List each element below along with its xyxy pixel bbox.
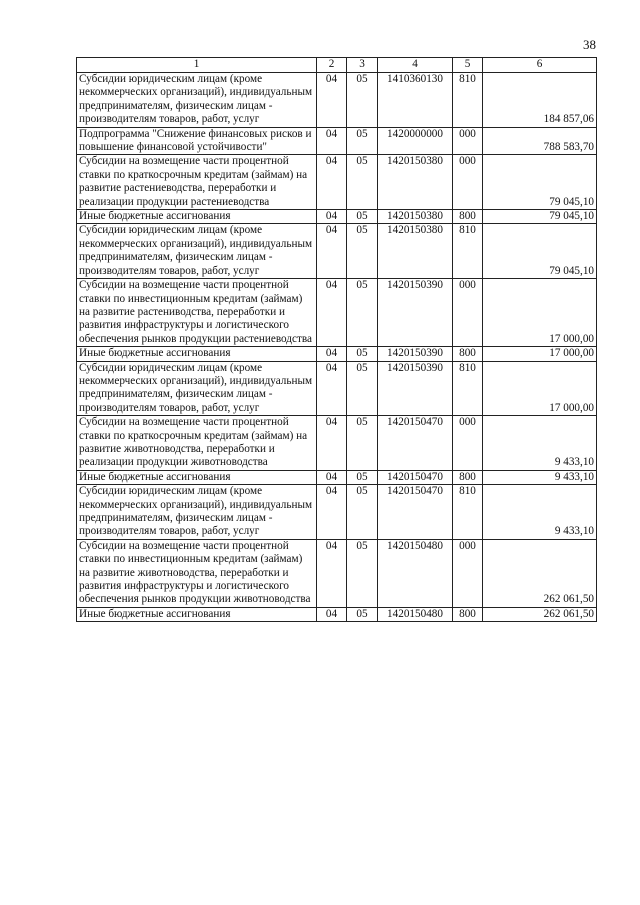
row-target-code: 1420000000 [378,127,453,155]
row-section: 04 [317,539,347,607]
row-expense-type: 000 [453,127,483,155]
row-amount: 79 045,10 [483,224,597,279]
row-expense-type: 810 [453,485,483,540]
row-amount: 788 583,70 [483,127,597,155]
row-subsection: 05 [347,347,378,361]
row-amount: 262 061,50 [483,607,597,621]
header-col-4: 4 [378,58,453,73]
row-target-code: 1420150470 [378,485,453,540]
row-section: 04 [317,607,347,621]
row-section: 04 [317,470,347,484]
row-section: 04 [317,361,347,416]
table-row [77,155,597,210]
row-subsection: 05 [347,361,378,416]
row-section: 04 [317,485,347,540]
header-col-5: 5 [453,58,483,73]
row-subsection: 05 [347,539,378,607]
budget-table [76,57,597,622]
table-row [77,347,597,361]
row-amount: 17 000,00 [483,279,597,347]
row-target-code: 1420150470 [378,470,453,484]
row-target-code: 1420150380 [378,210,453,224]
header-col-2: 2 [317,58,347,73]
row-target-code: 1420150390 [378,361,453,416]
row-target-code: 1420150480 [378,539,453,607]
table-row [77,607,597,621]
row-section: 04 [317,155,347,210]
row-name: Субсидии юридическим лицам (кроме некоммерческих организаций), индивидуальным предпринимателям, физическим лицам - производителям товаров, работ, услуг [77,224,317,279]
row-expense-type: 810 [453,73,483,128]
table-row [77,224,597,279]
header-row [77,58,597,73]
row-subsection: 05 [347,127,378,155]
row-subsection: 05 [347,485,378,540]
row-target-code: 1420150390 [378,279,453,347]
row-subsection: 05 [347,155,378,210]
row-expense-type: 000 [453,155,483,210]
table-row [77,470,597,484]
row-target-code: 1410360130 [378,73,453,128]
row-amount: 9 433,10 [483,416,597,471]
row-section: 04 [317,73,347,128]
row-name: Иные бюджетные ассигнования [77,470,317,484]
row-name: Субсидии на возмещение части процентной ставки по инвестиционным кредитам (займам) на развитие животноводства, переработки и развития инфраструктуры и логистического обеспечения рынков продукции животноводства [77,539,317,607]
table-row [77,73,597,128]
table-row [77,127,597,155]
row-amount: 184 857,06 [483,73,597,128]
row-expense-type: 810 [453,361,483,416]
row-target-code: 1420150380 [378,224,453,279]
header-col-6: 6 [483,58,597,73]
row-section: 04 [317,416,347,471]
row-amount: 17 000,00 [483,347,597,361]
row-expense-type: 000 [453,279,483,347]
row-subsection: 05 [347,210,378,224]
row-name: Подпрограмма "Снижение финансовых рисков и повышение финансовой устойчивости" [77,127,317,155]
row-name: Субсидии юридическим лицам (кроме некоммерческих организаций), индивидуальным предпринимателям, физическим лицам - производителям товаров, работ, услуг [77,73,317,128]
row-name: Субсидии юридическим лицам (кроме некоммерческих организаций), индивидуальным предпринимателям, физическим лицам - производителям товаров, работ, услуг [77,361,317,416]
row-name: Иные бюджетные ассигнования [77,347,317,361]
table-row [77,539,597,607]
table-row [77,485,597,540]
row-amount: 79 045,10 [483,155,597,210]
table-row [77,361,597,416]
row-name: Субсидии на возмещение части процентной ставки по краткосрочным кредитам (займам) на развитие растениеводства, переработки и реализации продукции растениеводства [77,155,317,210]
row-amount: 79 045,10 [483,210,597,224]
header-col-3: 3 [347,58,378,73]
row-expense-type: 000 [453,416,483,471]
row-expense-type: 000 [453,539,483,607]
row-subsection: 05 [347,279,378,347]
row-target-code: 1420150390 [378,347,453,361]
row-subsection: 05 [347,470,378,484]
table-row [77,210,597,224]
row-section: 04 [317,347,347,361]
row-subsection: 05 [347,73,378,128]
row-name: Иные бюджетные ассигнования [77,210,317,224]
row-amount: 262 061,50 [483,539,597,607]
header-col-1: 1 [77,58,317,73]
row-subsection: 05 [347,607,378,621]
row-amount: 9 433,10 [483,470,597,484]
row-name: Иные бюджетные ассигнования [77,607,317,621]
row-target-code: 1420150480 [378,607,453,621]
row-amount: 9 433,10 [483,485,597,540]
row-section: 04 [317,210,347,224]
row-section: 04 [317,127,347,155]
row-subsection: 05 [347,416,378,471]
row-expense-type: 800 [453,210,483,224]
row-expense-type: 800 [453,470,483,484]
row-section: 04 [317,279,347,347]
table-row [77,416,597,471]
row-expense-type: 810 [453,224,483,279]
row-name: Субсидии на возмещение части процентной ставки по краткосрочным кредитам (займам) на развитие животноводства, переработки и реализации продукции животноводства [77,416,317,471]
row-section: 04 [317,224,347,279]
row-subsection: 05 [347,224,378,279]
row-target-code: 1420150380 [378,155,453,210]
row-target-code: 1420150470 [378,416,453,471]
row-expense-type: 800 [453,607,483,621]
row-expense-type: 800 [453,347,483,361]
row-name: Субсидии на возмещение части процентной ставки по инвестиционным кредитам (займам) на развитие растениводства, переработки и развития инфраструктуры и логистического обеспечения рынков продукции растениеводства [77,279,317,347]
table-row [77,279,597,347]
page-number: 38 [583,37,596,52]
row-amount: 17 000,00 [483,361,597,416]
row-name: Субсидии юридическим лицам (кроме некоммерческих организаций), индивидуальным предпринимателям, физическим лицам - производителям товаров, работ, услуг [77,485,317,540]
